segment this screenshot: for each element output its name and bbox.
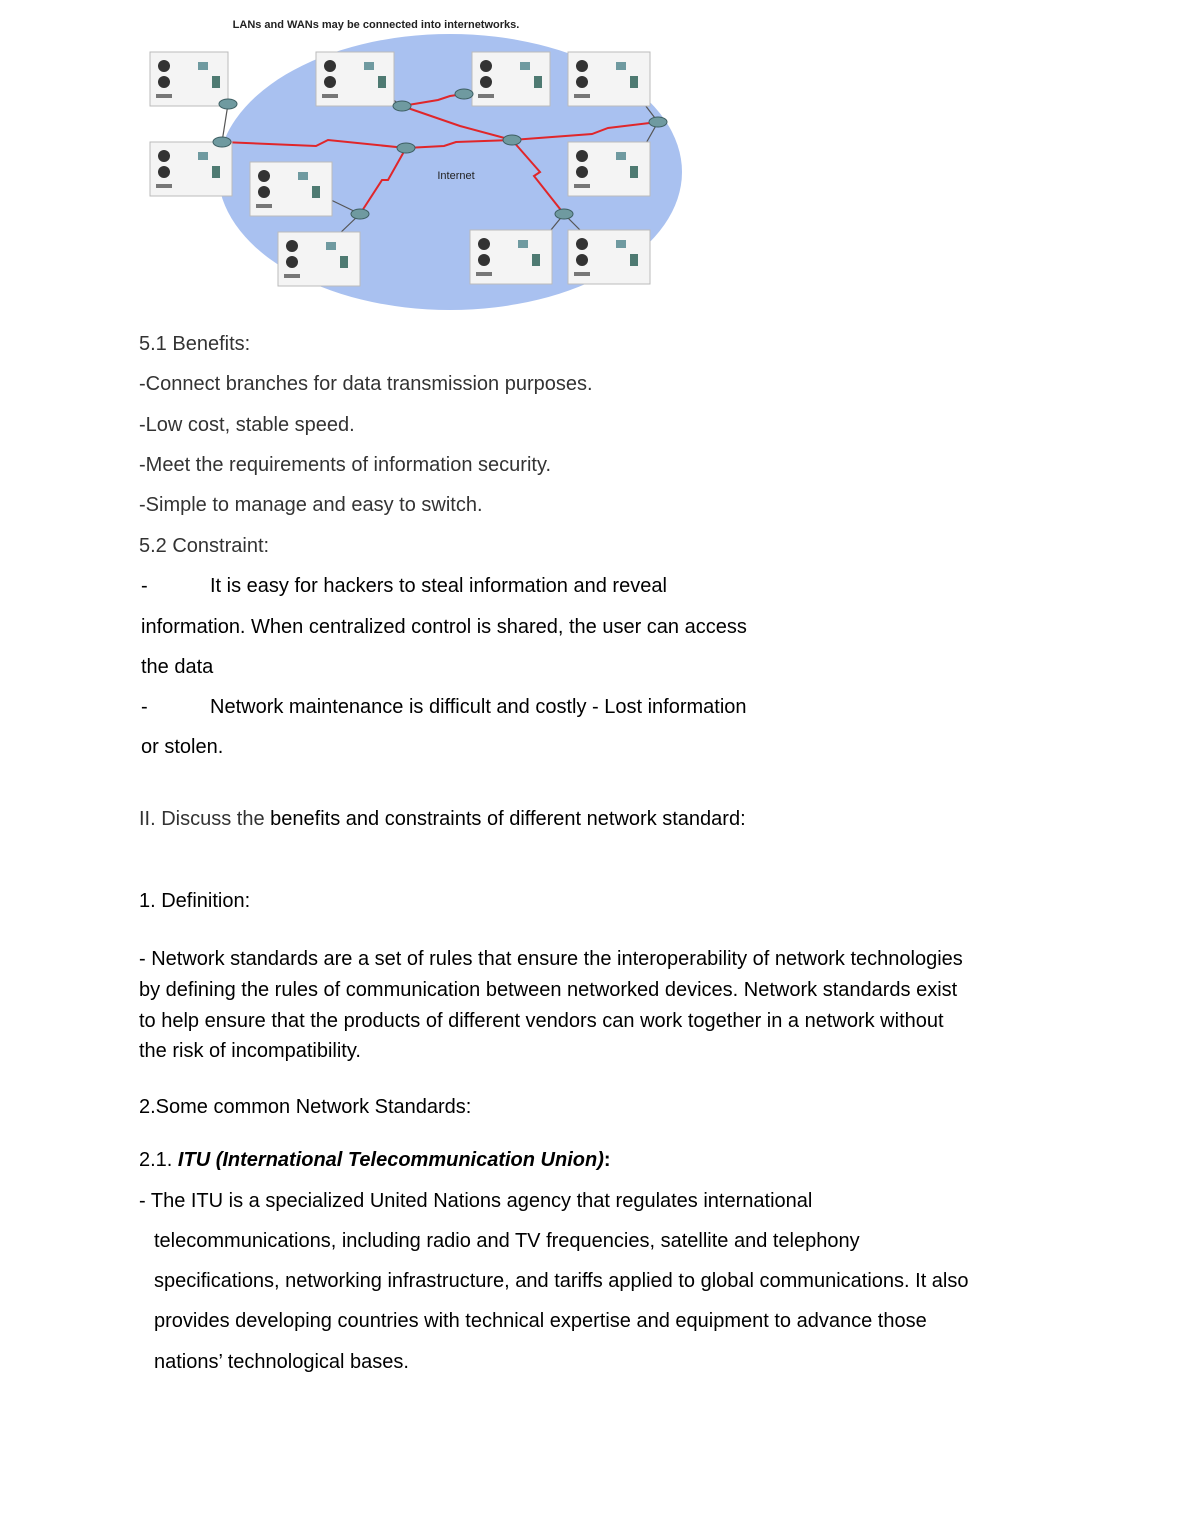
definition-text: by defining the rules of communication between networked devices. Network standards exist bbox=[139, 979, 958, 1001]
definition-heading: 1. Definition: bbox=[139, 890, 251, 912]
constraint-text: It is easy for hackers to steal information and reveal bbox=[210, 575, 667, 597]
itu-name: ITU (International Telecommunication Union) bbox=[177, 1149, 604, 1171]
common-standards-heading: 2.Some common Network Standards: bbox=[139, 1096, 472, 1118]
itu-colon: : bbox=[603, 1149, 611, 1171]
itu-text: nations’ technological bases. bbox=[154, 1351, 409, 1373]
itu-number: 2.1. bbox=[139, 1149, 178, 1171]
section-ii-prefix: II. Discuss the bbox=[139, 808, 265, 830]
constraint-text: Network maintenance is difficult and costly - Lost information bbox=[210, 696, 747, 718]
constraint-text: or stolen. bbox=[141, 736, 224, 758]
section-ii-heading bbox=[139, 807, 746, 831]
definition-text: the risk of incompatibility. bbox=[139, 1040, 361, 1062]
itu-text: - The ITU is a specialized United Nations agency that regulates international bbox=[139, 1190, 813, 1212]
definition-text: to help ensure that the products of different vendors can work together in a network without bbox=[139, 1010, 944, 1032]
definition-text: - Network standards are a set of rules that ensure the interoperability of network technologies bbox=[139, 948, 963, 970]
internetwork-diagram bbox=[138, 12, 686, 312]
benefit-item: -Meet the requirements of information security. bbox=[139, 454, 552, 476]
itu-heading bbox=[139, 1148, 611, 1172]
benefits-heading: 5.1 Benefits: bbox=[139, 333, 251, 355]
benefit-item: -Low cost, stable speed. bbox=[139, 414, 355, 436]
benefit-item: -Simple to manage and easy to switch. bbox=[139, 494, 483, 516]
figure-caption: LANs and WANs may be connected into internetworks. bbox=[232, 19, 520, 31]
section-ii-rest: benefits and constraints of different network standard: bbox=[264, 808, 746, 830]
constraint-text: information. When centralized control is shared, the user can access bbox=[141, 616, 747, 638]
constraint-bullet: - bbox=[141, 696, 148, 718]
benefit-item: -Connect branches for data transmission purposes. bbox=[139, 373, 593, 395]
constraint-text: the data bbox=[141, 656, 214, 678]
itu-text: specifications, networking infrastructure, and tariffs applied to global communications. It also bbox=[154, 1270, 969, 1292]
constraint-heading: 5.2 Constraint: bbox=[139, 535, 270, 557]
constraint-bullet: - bbox=[141, 575, 148, 597]
internet-label: Internet bbox=[437, 170, 475, 182]
itu-text: telecommunications, including radio and TV frequencies, satellite and telephony bbox=[154, 1230, 860, 1252]
itu-text: provides developing countries with technical expertise and equipment to advance those bbox=[154, 1310, 927, 1332]
